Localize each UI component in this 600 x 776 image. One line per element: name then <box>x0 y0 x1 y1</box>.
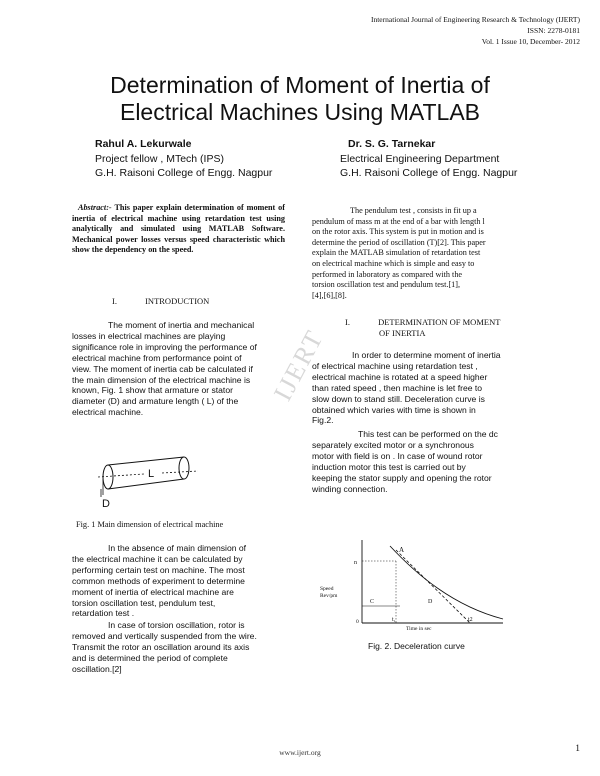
text-line: losses in electrical machines are playing <box>72 330 226 341</box>
paper-title <box>0 72 600 126</box>
text-line: than rated speed , then machine is let free to <box>312 382 483 393</box>
text-line: view. The moment of inertia cab be calculated if <box>72 363 253 374</box>
text-line: The moment of inertia and mechanical <box>108 320 255 330</box>
text-line: torsion oscillation test and pendulum test.[1], <box>312 280 461 290</box>
text-line: electrical machine is rotated at a speed higher <box>312 371 488 382</box>
text-line: electrical machine from performance point of <box>72 352 242 363</box>
text-line: performed in laboratory as compared with the <box>312 269 463 279</box>
right-paragraph-3 <box>312 429 526 494</box>
author-1-role: Project fellow , MTech (IPS) <box>95 152 224 165</box>
abstract <box>72 203 285 256</box>
text-line: of electrical machine using retardation test , <box>312 360 478 371</box>
text-line: known, Fig. 1 show that armature or stator <box>72 385 233 396</box>
text-line: obtained which varies with time is shown in <box>312 404 476 415</box>
title-line-2: Electrical Machines Using MATLAB <box>119 99 481 125</box>
fig2-label-c: C <box>370 599 375 605</box>
section2-title-line2: OF INERTIA <box>379 328 426 338</box>
text-line: pendulum of mass m at the end of a bar with length l <box>312 216 485 226</box>
text-line: [4],[6],[8]. <box>312 290 347 300</box>
journal-name: International Journal of Engineering Research & Technology (IJERT) <box>370 15 580 24</box>
author-1 <box>95 137 272 181</box>
fig2-label-d: D <box>428 599 433 605</box>
text-line: retardation test . <box>72 608 135 619</box>
fig2-label-a: A <box>399 546 405 554</box>
text-line: determine the period of oscillation (T)[2]. This paper <box>312 237 486 247</box>
fig1-label-d: D <box>102 498 110 510</box>
right-paragraph-2 <box>312 350 526 426</box>
cylinder-shape <box>103 457 189 489</box>
text-line: electrical machine. <box>72 407 144 418</box>
fig2-decel-curve <box>390 546 503 619</box>
fig2-deceleration-diagram <box>318 528 523 633</box>
text-line: on electrical machine which is simple and easy to <box>312 258 475 268</box>
footer-url[interactable]: www.ijert.org <box>279 748 321 757</box>
text-line: explain the MATLAB simulation of retardation test <box>312 248 481 258</box>
intro-paragraph-2 <box>72 543 285 619</box>
text-line: and is determined the period of complete <box>72 652 228 663</box>
text-line: motor with field is on . In case of wound rotor <box>312 450 483 461</box>
author-1-affiliation: G.H. Raisoni College of Engg. Nagpur <box>95 167 273 179</box>
author-2-affiliation: G.H. Raisoni College of Engg. Nagpur <box>340 167 518 179</box>
intro-heading <box>112 296 209 307</box>
abstract-label: Abstract:- <box>78 203 112 212</box>
text-line: common methods of experiment to determine <box>72 575 245 586</box>
section2-heading <box>345 317 500 339</box>
ijert-watermark: IJERT <box>268 324 330 406</box>
text-line: removed and vertically suspended from the wire. <box>72 630 257 641</box>
fig2-caption: Fig. 2. Deceleration curve <box>368 641 465 651</box>
fig2-tangent-line <box>396 550 470 623</box>
text-line: Transmit the rotor an oscillation around its axis <box>72 641 250 652</box>
author-2-name: Dr. S. G. Tarnekar <box>348 138 436 150</box>
text-line: induction motor this test is carried out by <box>312 461 466 472</box>
fig2-xlabel: Time in sec <box>406 626 432 632</box>
text-line: In the absence of main dimension of <box>108 543 247 553</box>
fig1-cylinder-diagram <box>96 455 206 510</box>
dimension-line-left <box>98 474 144 477</box>
dimension-line-right <box>162 471 198 473</box>
text-line: the electrical machine it can be calculated by <box>72 553 243 564</box>
fig2-label-t1: t₁ <box>392 617 396 623</box>
fig2-label-origin: 0 <box>356 619 359 625</box>
page-number: 1 <box>575 744 580 754</box>
section2-number: I. <box>345 317 350 327</box>
text-line: In case of torsion oscillation, rotor is <box>108 620 245 630</box>
fig2-label-n: n <box>354 560 357 566</box>
journal-header <box>371 14 580 47</box>
author-2-role: Electrical Engineering Department <box>340 152 500 165</box>
text-line: The pendulum test , consists in fit up a <box>350 206 477 215</box>
journal-issn: ISSN: 2278-0181 <box>527 26 580 35</box>
intro-number: I. <box>112 296 117 306</box>
author-2 <box>340 137 517 181</box>
fig1-label-l: L <box>148 468 155 480</box>
section2-title-line1: DETERMINATION OF MOMENT <box>378 317 501 327</box>
right-paragraph-1 <box>312 206 526 301</box>
abstract-text: This paper explain determination of moment of inertia of electrical machine using retardation test using analytically and simulated using MATLAB Software. Mechanical power losses versus speed characteristic which show the dependency on the speed. <box>72 203 285 255</box>
intro-paragraph-1 <box>72 320 285 418</box>
fig1-caption: Fig. 1 Main dimension of electrical machine <box>76 520 224 529</box>
text-line: oscillation.[2] <box>72 663 122 674</box>
text-line: torsion oscillation test, pendulum test, <box>72 597 216 608</box>
fig2-ylabel-speed: Speed <box>320 586 334 592</box>
text-line: diameter (D) and armature length ( L) of the <box>72 396 239 407</box>
intro-paragraph-3 <box>72 620 285 675</box>
author-1-name: Rahul A. Lekurwale <box>95 138 192 150</box>
text-line: separately excited motor or a synchronous <box>312 439 474 450</box>
fig2-ylabel-rev: Rev/pm <box>320 593 338 599</box>
text-line: slow down to stand still. Deceleration curve is <box>312 393 485 404</box>
journal-volume: Vol. 1 Issue 10, December- 2012 <box>481 37 580 46</box>
text-line: the main dimension of the electrical machine is <box>72 374 251 385</box>
fig2-label-t2: t2 <box>468 617 473 623</box>
title-line-1: Determination of Moment of Inertia of <box>110 72 490 98</box>
text-line: on the rotor axis. This system is put in motion and is <box>312 227 484 237</box>
text-line: winding connection. <box>312 483 388 494</box>
text-line: performing certain test on machine. The most <box>72 564 245 575</box>
text-line: In order to determine moment of inertia <box>352 350 501 360</box>
text-line: Fig.2. <box>312 415 334 426</box>
intro-title: INTRODUCTION <box>145 296 210 306</box>
text-line: keeping the stator supply and opening the rotor <box>312 472 492 483</box>
text-line: This test can be performed on the dc <box>358 429 498 439</box>
text-line: significance role in improving the performance of <box>72 341 257 352</box>
text-line: moment of inertia of electrical machine are <box>72 586 234 597</box>
